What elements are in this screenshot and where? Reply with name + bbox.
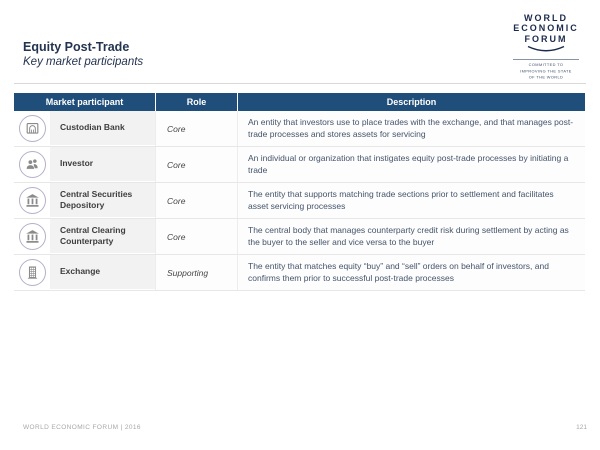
logo-divider [513,59,579,60]
row-icon-cell [14,147,50,182]
wef-logo-word2: ECONOMIC [513,23,579,34]
column-header-participant: Market participant [45,97,124,107]
table-row [14,255,585,291]
participant-description: An individual or organization that instigates equity post-trade processes by initiating a trade [237,147,585,182]
page-subtitle: Key market participants [23,56,144,68]
vault-icon [19,115,46,142]
table-row [14,219,585,255]
participant-name: Custodian Bank [50,111,155,146]
participant-description: The entity that matches equity “buy” and “sell” orders on behalf of investors, and confirms them prior to successful post-trade processes [237,255,585,290]
participant-role: Core [155,147,237,182]
wef-tagline-line3: OF THE WORLD [528,75,564,80]
participant-description: An entity that investors use to place trades with the exchange, and that manages post-trade processes and stores assets for servicing [237,111,585,146]
participants-table [14,93,585,291]
participant-name: Central Securities Depository [50,183,155,218]
title-block [23,40,143,68]
header-divider [14,83,586,84]
participant-name: Investor [50,147,155,182]
page-number: 121 [576,424,587,431]
column-header-description: Description [237,93,585,111]
investors-icon [19,151,46,178]
participant-description: The entity that supports matching trade sections prior to settlement and facilitates asset servicing processes [237,183,585,218]
page-title: Equity Post-Trade [23,40,130,54]
row-icon-cell [14,111,50,146]
wef-logo [504,13,588,86]
table-header-row [14,93,585,111]
wef-tagline-line2: IMPROVING THE STATE [520,69,572,74]
wef-swoosh-icon [504,45,588,54]
row-icon-cell [14,183,50,218]
bank-icon [19,223,46,250]
participant-name: Central Clearing Counterparty [50,219,155,254]
participant-role: Core [155,183,237,218]
participant-name: Exchange [50,255,155,290]
wef-logo-word1: WORLD [524,13,568,23]
row-icon-cell [14,255,50,290]
office-building-icon [19,259,46,286]
wef-tagline [513,63,579,81]
table-row [14,111,585,147]
wef-logo-wordmark [504,13,588,44]
wef-logo-word3: FORUM [524,33,568,44]
bank-icon [19,187,46,214]
column-header-role: Role [155,93,237,111]
participant-description: The central body that manages counterparty credit risk during settlement by acting as the buyer to the seller and vice versa to the buyer [237,219,585,254]
participant-role: Core [155,111,237,146]
participant-role: Supporting [155,255,237,290]
wef-tagline-line1: COMMITTED TO [528,63,564,68]
footer-attribution: WORLD ECONOMIC FORUM | 2016 [23,424,141,431]
table-row [14,183,585,219]
row-icon-cell [14,219,50,254]
participant-role: Core [155,219,237,254]
table-row [14,147,585,183]
